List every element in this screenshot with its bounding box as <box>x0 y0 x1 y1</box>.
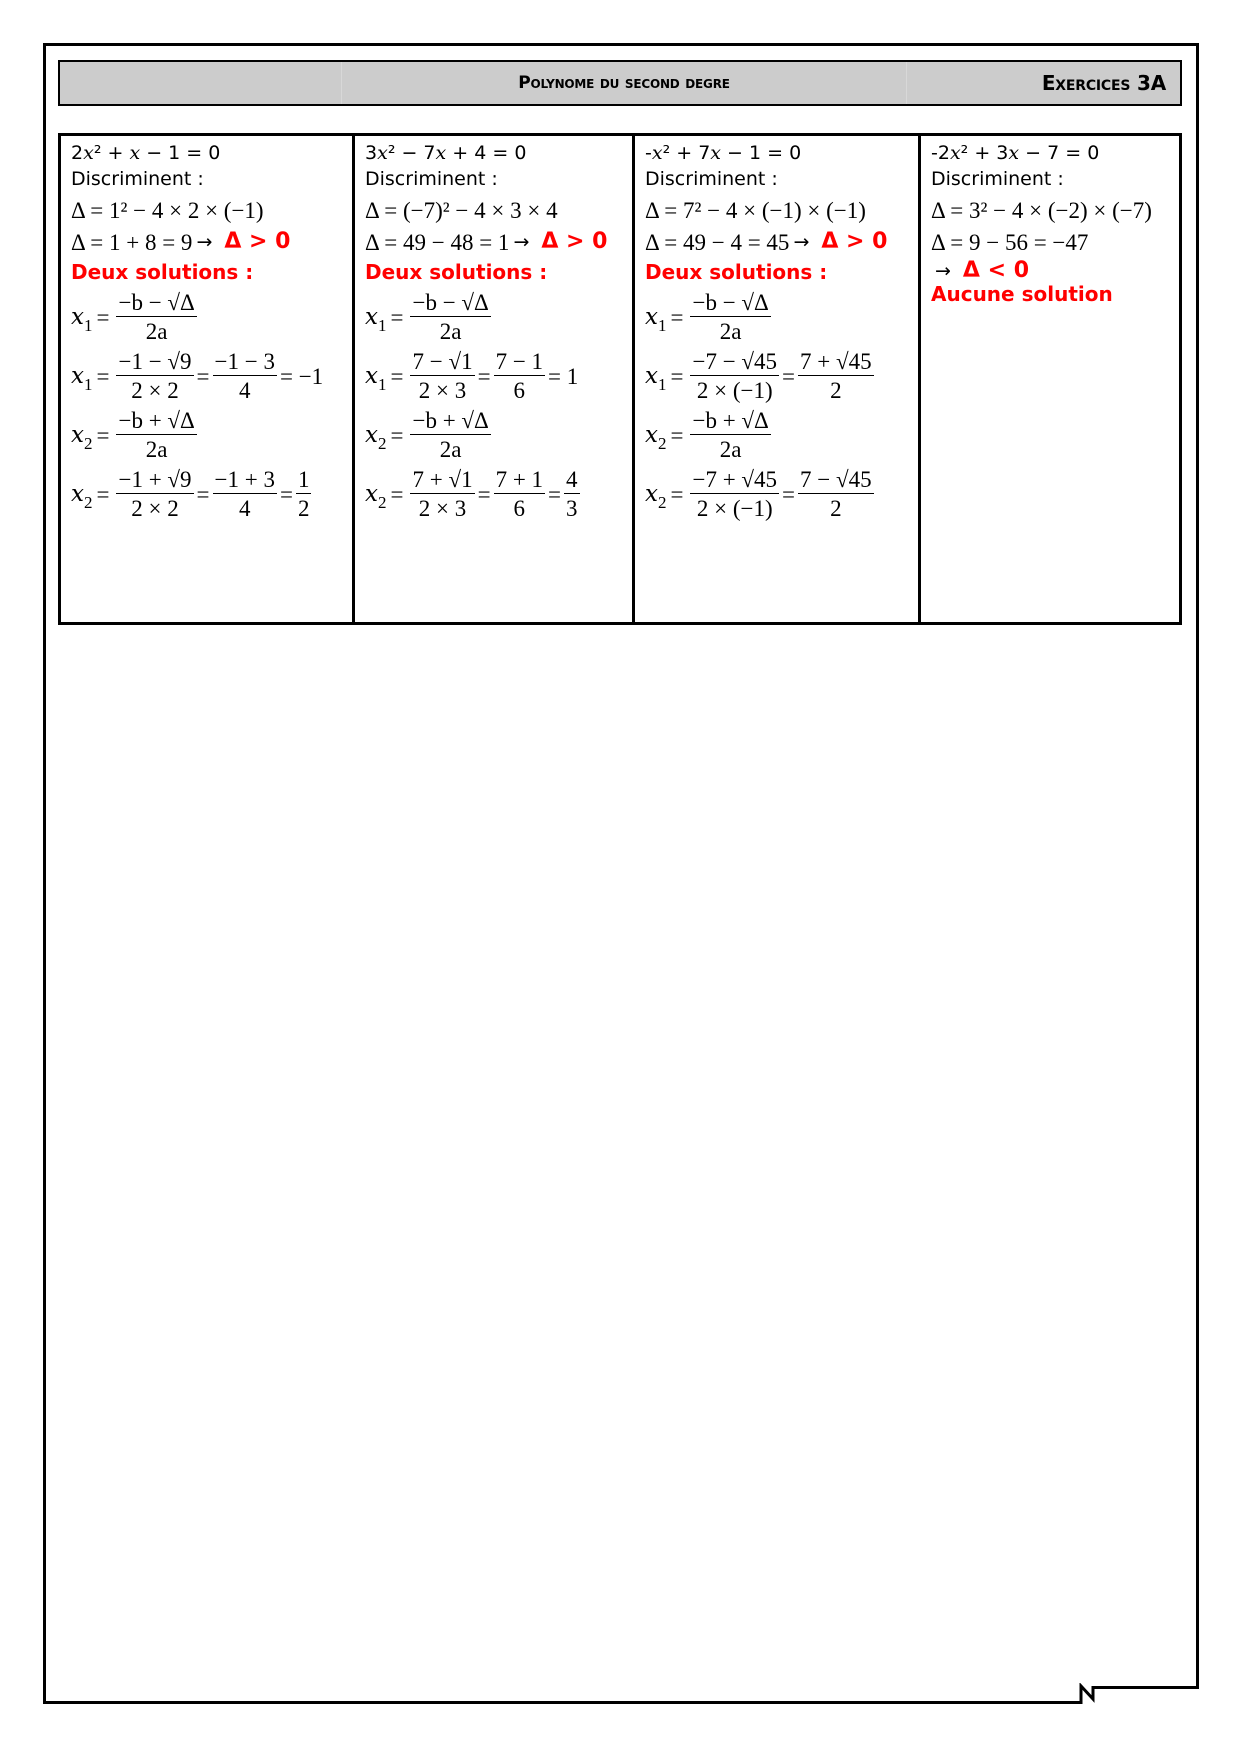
delta-expression: Δ = (−7)² − 4 × 3 × 4 <box>365 197 558 223</box>
x2-calculation: x 2 = $\frac{-1 + √9}{2 \times 2}$ = $\frac{-1 + 3}{4}$ = $\frac{1}{2}$ <box>71 467 310 521</box>
x1-formula: x 1 = $\frac{-b - √\Delta}{2a}$ <box>71 290 195 344</box>
header-left-cell <box>60 62 342 104</box>
exercise-column-2 <box>355 136 635 622</box>
x1-calculation: x 1 = $\frac{7 - √1}{2 \times 3}$ = $\frac{7 - 1}{6}$ = 1 <box>365 349 579 403</box>
delta-expression: Δ = 1² − 4 × 2 × (−1) <box>71 197 264 223</box>
arrow-icon: → <box>935 259 951 282</box>
x1-formula: x 1 = $\frac{-b - √\Delta}{2a}$ <box>645 290 769 344</box>
exercise-column-4 <box>921 136 1179 622</box>
x1-calculation: x 1 = $\frac{-7 - √45}{2 \times (-1)}$ = $\frac{7 + √45}{2}$ <box>645 349 872 403</box>
exercises-table <box>58 133 1182 625</box>
delta-sign: Δ > 0 <box>541 229 608 254</box>
exercise-column-1 <box>61 136 355 622</box>
delta-sign: Δ > 0 <box>224 229 291 254</box>
delta-value: Δ = 49 − 4 = 45 → Δ > 0 <box>645 229 888 255</box>
discriminant-label: Discriminent : <box>645 168 778 190</box>
page-corner-notch-icon <box>1077 1683 1099 1707</box>
delta-sign-line <box>931 260 1179 282</box>
exercise-label: Exercices 3A <box>1041 71 1166 95</box>
page-title: Polynome du second degre <box>518 73 730 93</box>
equation: 3x² − 7x + 4 = 0 <box>365 142 527 164</box>
equation: -2x² + 3x − 7 = 0 <box>931 142 1100 164</box>
exercise-column-3 <box>635 136 921 622</box>
discriminant-label: Discriminent : <box>931 168 1064 190</box>
arrow-icon: → <box>513 230 530 253</box>
solution-conclusion: Deux solutions : <box>645 260 828 284</box>
solution-conclusion: Aucune solution <box>931 282 1113 306</box>
page-frame-bottom-left <box>43 1701 1081 1704</box>
page-frame-top <box>43 43 1199 46</box>
x2-calculation: x 2 = $\frac{7 + √1}{2 \times 3}$ = $\frac{7 + 1}{6}$ = $\frac{4}{3}$ <box>365 467 578 521</box>
delta-value: Δ = 9 − 56 = −47 <box>931 229 1089 255</box>
solution-conclusion: Deux solutions : <box>365 260 548 284</box>
page-frame-right <box>1196 43 1199 1689</box>
x1-formula: x 1 = $\frac{-b - √\Delta}{2a}$ <box>365 290 489 344</box>
delta-sign: Δ > 0 <box>821 229 888 254</box>
solution-conclusion: Deux solutions : <box>71 260 254 284</box>
page-frame-left <box>43 43 46 1704</box>
arrow-icon: → <box>793 230 810 253</box>
page-frame-bottom-right <box>1095 1686 1199 1689</box>
x1-calculation: x 1 = $\frac{-1 - √9}{2 \times 2}$ = $\frac{-1 - 3}{4}$ = −1 <box>71 349 324 403</box>
header-exercise-cell <box>907 62 1180 104</box>
x2-formula: x 2 = $\frac{-b + √\Delta}{2a}$ <box>365 408 489 462</box>
discriminant-label: Discriminent : <box>71 168 204 190</box>
equation: -x² + 7x − 1 = 0 <box>645 142 802 164</box>
discriminant-label: Discriminent : <box>365 168 498 190</box>
delta-expression: Δ = 3² − 4 × (−2) × (−7) <box>931 197 1152 223</box>
delta-expression: Δ = 7² − 4 × (−1) × (−1) <box>645 197 866 223</box>
arrow-icon: → <box>196 230 213 253</box>
delta-sign: Δ < 0 <box>962 258 1030 283</box>
equation: 2x² + x − 1 = 0 <box>71 142 221 164</box>
x2-formula: x 2 = $\frac{-b + √\Delta}{2a}$ <box>71 408 195 462</box>
header-title-cell <box>342 62 907 104</box>
delta-value: Δ = 49 − 48 = 1 → Δ > 0 <box>365 229 608 255</box>
x2-calculation: x 2 = $\frac{-7 + √45}{2 \times (-1)}$ = $\frac{7 - √45}{2}$ <box>645 467 872 521</box>
delta-value: Δ = 1 + 8 = 9 → Δ > 0 <box>71 229 291 255</box>
header-bar <box>58 60 1182 106</box>
x2-formula: x 2 = $\frac{-b + √\Delta}{2a}$ <box>645 408 769 462</box>
